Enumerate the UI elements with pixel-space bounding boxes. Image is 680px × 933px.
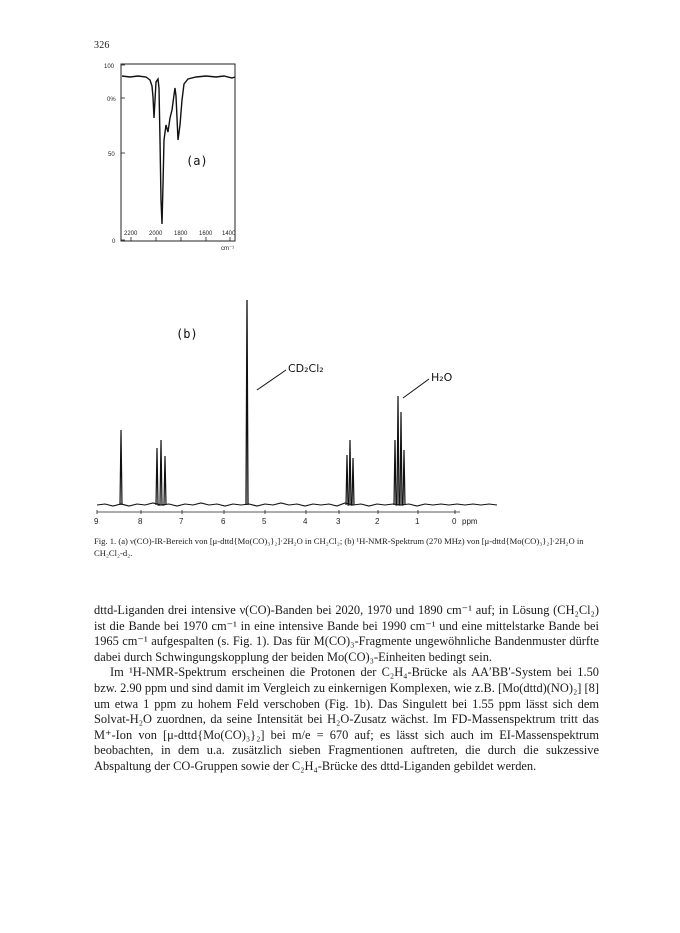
paragraph-1: dttd-Liganden drei intensive ν(CO)-Banden bei 2020, 1970 und 1890 cm⁻¹ auf; in Lösung (CH₂Cl₂) ist die Bande bei 1970 cm⁻¹ in eine intensive Bande bei 1990 cm⁻¹ und eine mittelstarke Bande bei 1965 cm⁻¹ aufgespalten (s. Fig. 1). Das für M(CO)₃-Fragmente ungewöhnliche Bandenmuster dürfte dabei durch Schwingungskopplung der beiden Mo(CO)₃-Einheiten bedingt sein. [94,603,599,664]
nmr-spectrum-panel [94,300,497,526]
nmr-x-tick-7: 7 [179,517,184,526]
ir-y-tick-100: 100 [104,64,115,70]
nmr-x-tick-2: 2 [375,517,380,526]
ir-y-tick-0: 0 [112,239,116,245]
ir-y-tick-50: 50 [108,152,115,158]
ir-x-tick-2000: 2000 [149,231,163,237]
ir-y-tick-0pct: 0% [107,97,116,103]
solvent-label-leader [257,370,286,390]
nmr-x-unit: ppm [462,517,478,526]
nmr-x-tick-8: 8 [138,517,143,526]
body-text [94,603,599,775]
nmr-peak-6-8ppm [156,440,166,505]
nmr-x-tick-4: 4 [303,517,308,526]
ir-x-tick-1800: 1800 [174,231,188,237]
ir-spectrum-panel [104,64,236,252]
page-number: 326 [94,40,110,51]
nmr-x-tick-9: 9 [94,517,99,526]
nmr-peak-1-5ppm [394,396,405,505]
nmr-x-tick-3: 3 [336,517,341,526]
nmr-x-tick-1: 1 [415,517,420,526]
ir-x-tick-1600: 1600 [199,231,213,237]
solvent-peak-label: CD₂Cl₂ [288,362,324,375]
nmr-panel-label: (b) [176,327,198,341]
nmr-x-tick-0: 0 [452,517,457,526]
paragraph-2: Im ¹H-NMR-Spektrum erscheinen die Protonen der C₂H₄-Brücke als AA′BB′-System bei 1.50 bzw. 2.90 ppm und sind damit im Vergleich zu einkernigen Komplexen, wie z.B. [Mo(dttd)(NO)₂] [8] um etwa 1 ppm zu hohem Feld verschoben (Fig. 1b). Das Singulett bei 1.55 ppm lässt sich dem Solvat-H₂O zuordnen, da seine Intensität bei H₂O-Zusatz wächst. Im FD-Massenspektrum tritt das M⁺-Ion von [μ-dttd{Mo(CO)₃}₂] bei m/e = 670 auf; es lässt sich auch im EI-Massenspektrum beobachten, in dem u.a. zusätzlich sieben Fragmentionen auftreten, die durch die sukzessive Abspaltung der CO-Gruppen sowie der C₂H₄-Brücke des dttd-Liganden gebildet werden. [94,665,599,773]
ir-x-tick-1400: 1400 [222,231,236,237]
ir-x-unit: cm⁻¹ [221,246,235,252]
nmr-peak-2-9ppm [346,440,354,505]
nmr-x-tick-6: 6 [221,517,226,526]
ir-panel-label: (a) [186,154,208,168]
nmr-peak-solvent [246,300,248,505]
nmr-x-tick-5: 5 [262,517,267,526]
water-label-leader [403,379,429,398]
nmr-peak-7-7ppm [120,430,122,505]
ir-trace [122,76,235,224]
ir-x-tick-2200: 2200 [124,231,138,237]
nmr-baseline [97,503,497,506]
ir-frame [121,64,235,241]
water-peak-label: H₂O [431,371,453,384]
figure-caption: Fig. 1. (a) ν(CO)-IR-Bereich von [μ-dttd{Mo(CO)₃}₂]·2H₂O in CH₂Cl₂; (b) ¹H-NMR-Spektrum (270 MHz) von [μ-dttd{Mo(CO)₃}₂]·2H₂O in CH₂Cl₂-d₂. [94,536,584,558]
